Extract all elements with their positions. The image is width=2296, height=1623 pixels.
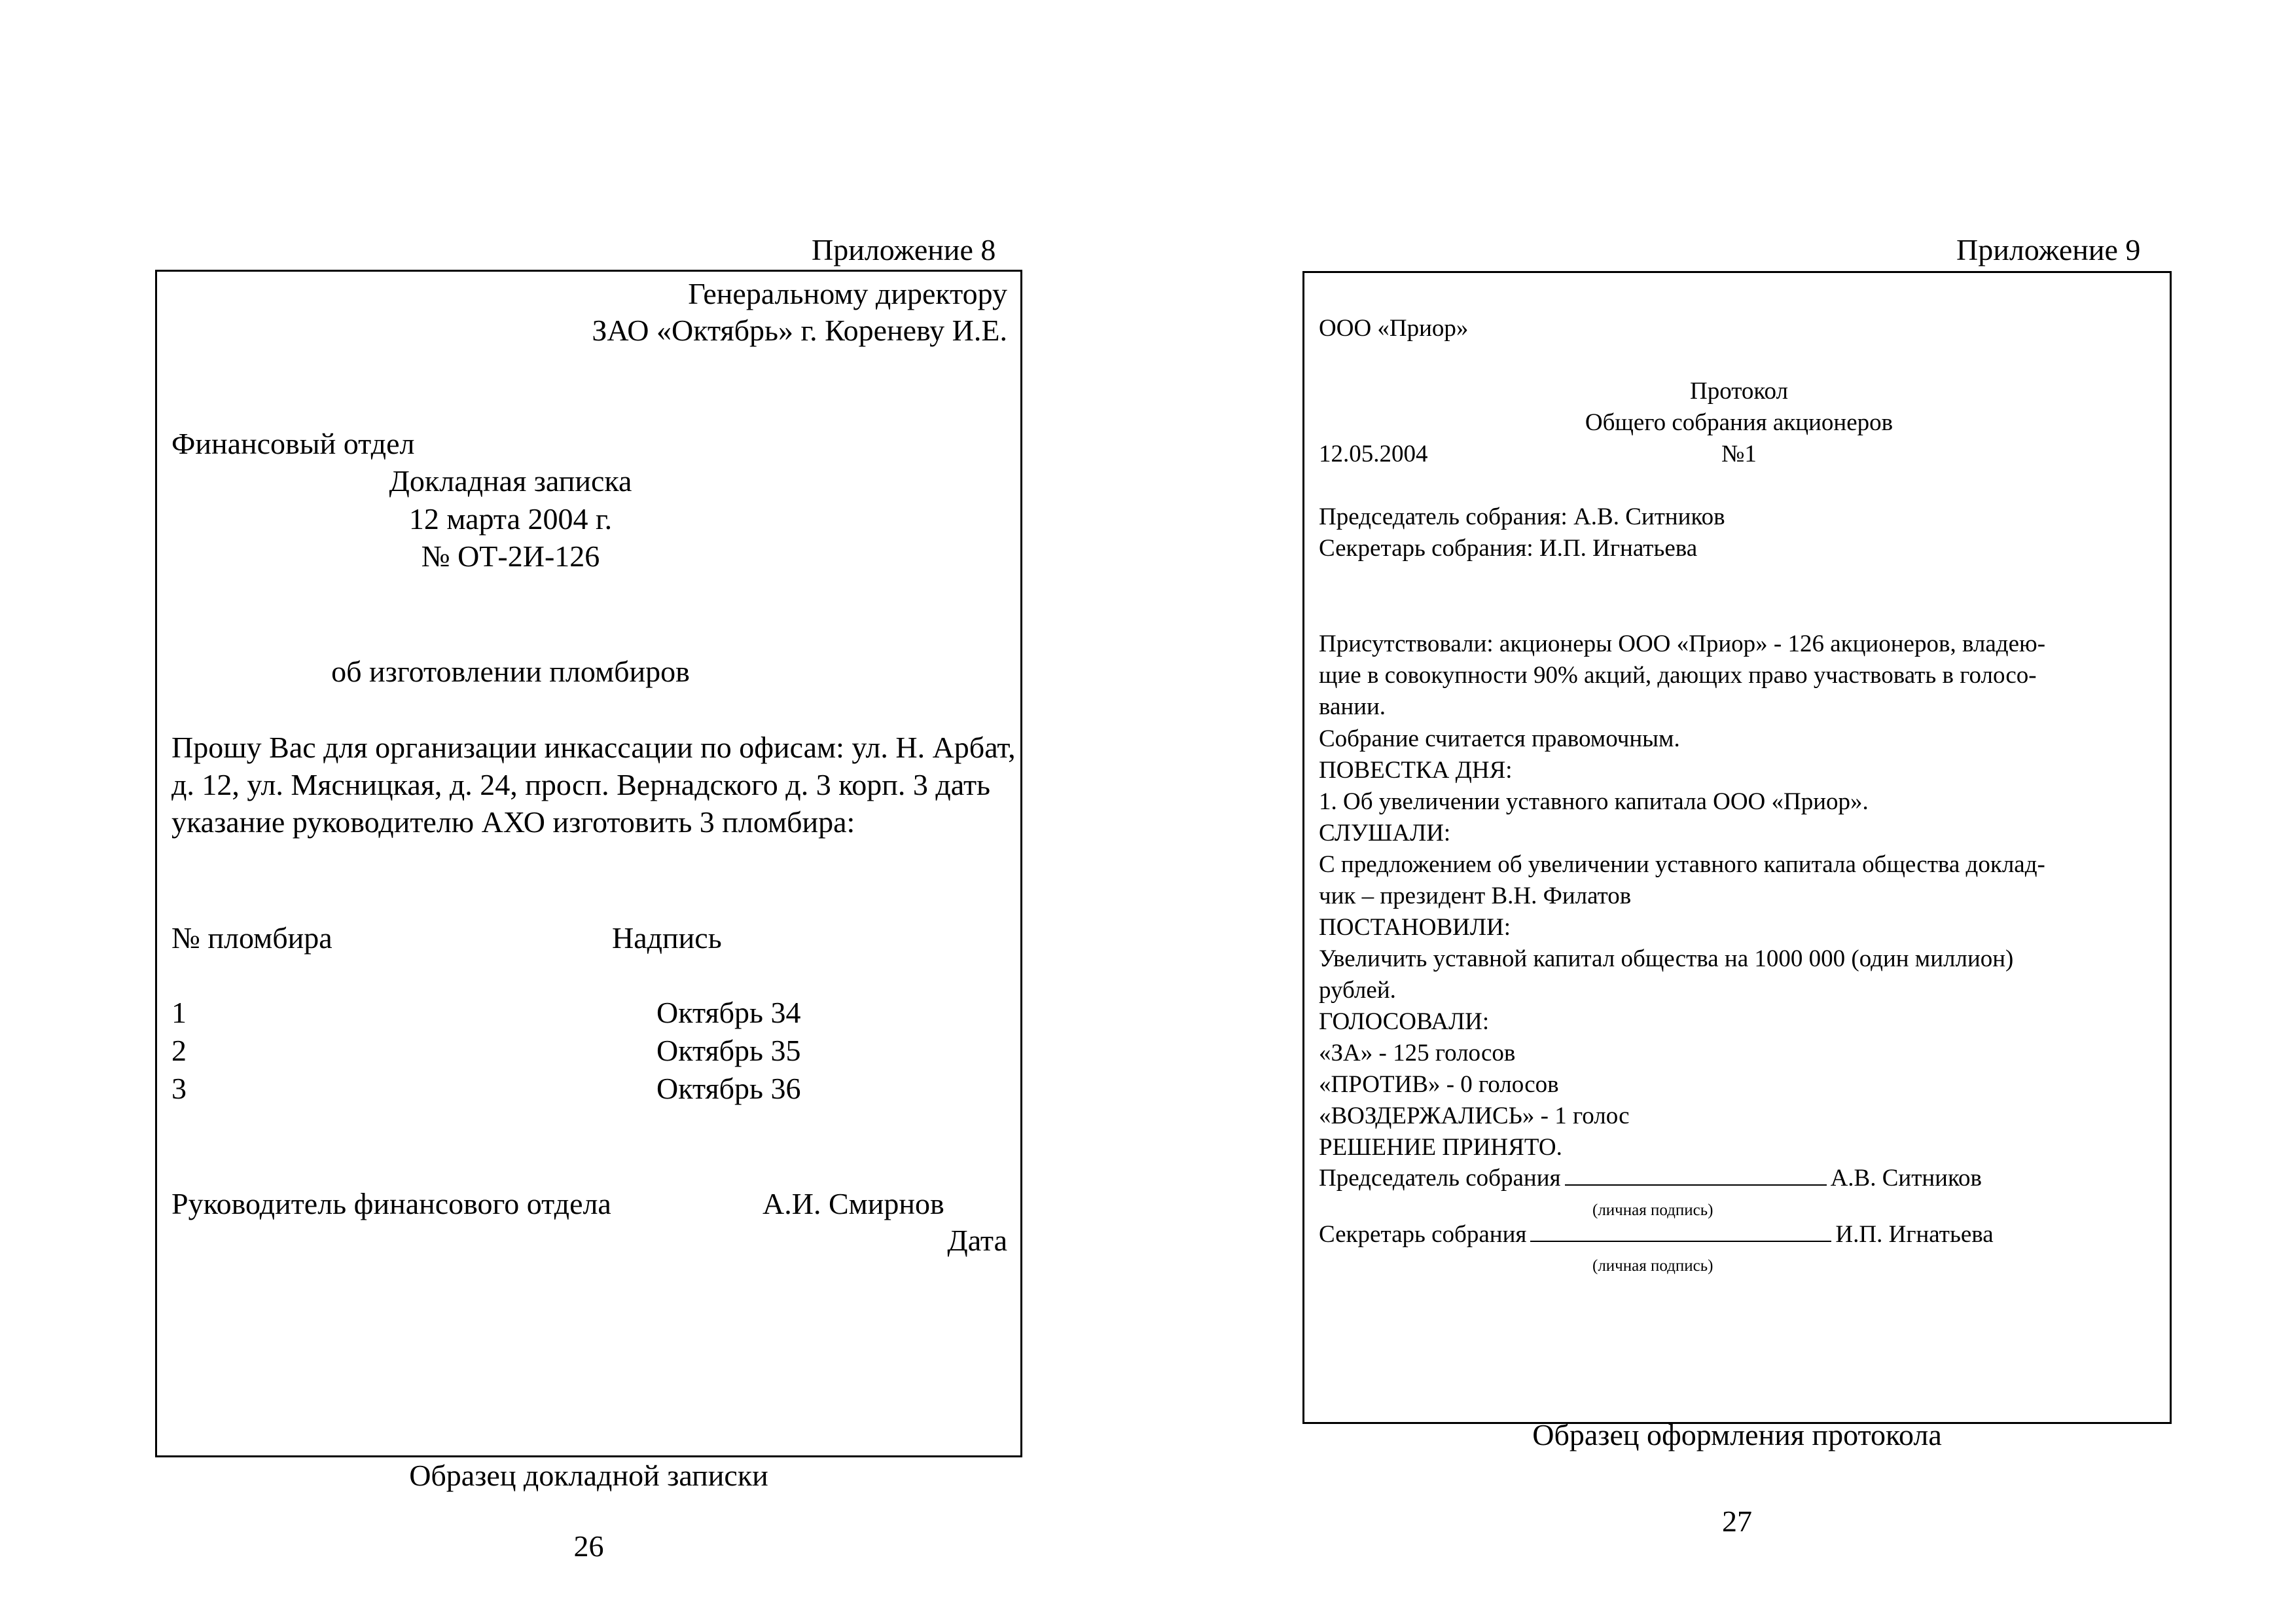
document-type: Докладная записка bbox=[389, 464, 632, 498]
addressee-line2: ЗАО «Октябрь» г. Кореневу И.Е. bbox=[592, 314, 1007, 347]
table-row-label: Октябрь 34 bbox=[656, 996, 801, 1029]
page-number-left: 26 bbox=[573, 1529, 604, 1563]
protocol-line: рублей. bbox=[1319, 977, 1396, 1004]
appendix-label-right: Приложение 9 bbox=[1956, 233, 2141, 266]
secretary-signature-name: И.П. Игнатьева bbox=[1835, 1221, 1994, 1248]
signature-blank-line bbox=[1530, 1241, 1831, 1242]
document-date: 12 марта 2004 г. bbox=[408, 502, 613, 536]
chairman-signature-label: Председатель собрания bbox=[1319, 1165, 1561, 1192]
protocol-line: чик – президент В.Н. Филатов bbox=[1319, 883, 1632, 909]
addressee-line1: Генеральному директору bbox=[688, 277, 1007, 310]
protocol-subtitle: Общего собрания акционеров bbox=[1585, 409, 1893, 436]
protocol-line: «ВОЗДЕРЖАЛИСЬ» - 1 голос bbox=[1319, 1103, 1630, 1129]
table-row-number: 1 bbox=[171, 996, 187, 1029]
secretary-line: Секретарь собрания: И.П. Игнатьева bbox=[1319, 535, 1698, 562]
protocol-line: «ПРОТИВ» - 0 голосов bbox=[1319, 1071, 1559, 1098]
chairman-line: Председатель собрания: А.В. Ситников bbox=[1319, 503, 1725, 530]
page-number-right: 27 bbox=[1722, 1504, 1752, 1538]
document-subject: об изготовлении пломбиров bbox=[331, 655, 690, 688]
secretary-signature-row bbox=[1319, 1221, 1994, 1248]
department: Финансовый отдел bbox=[171, 427, 415, 460]
table-row-number: 3 bbox=[171, 1072, 187, 1105]
table-header-label: Надпись bbox=[612, 921, 722, 955]
protocol-line: СЛУШАЛИ: bbox=[1319, 820, 1451, 847]
personal-signature-hint: (личная подпись) bbox=[1592, 1257, 1713, 1275]
protocol-number: №1 bbox=[1721, 441, 1757, 467]
signature-date: Дата bbox=[947, 1224, 1007, 1257]
report-note-frame bbox=[155, 270, 1022, 1457]
protocol-line: «ЗА» - 125 голосов bbox=[1319, 1040, 1516, 1067]
organization-name: ООО «Приор» bbox=[1319, 315, 1469, 342]
table-row-label: Октябрь 36 bbox=[656, 1072, 801, 1105]
caption-right: Образец оформления протокола bbox=[1532, 1418, 1942, 1451]
protocol-line: Увеличить уставной капитал общества на 1000 000 (один миллион) bbox=[1319, 945, 2014, 972]
personal-signature-hint: (личная подпись) bbox=[1592, 1201, 1713, 1219]
chairman-signature-row bbox=[1319, 1165, 1982, 1192]
table-row-label: Октябрь 35 bbox=[656, 1034, 801, 1067]
protocol-line: С предложением об увеличении уставного капитала общества доклад- bbox=[1319, 851, 2045, 878]
protocol-line: РЕШЕНИЕ ПРИНЯТО. bbox=[1319, 1134, 1562, 1161]
table-header-number: № пломбира bbox=[171, 921, 332, 955]
protocol-line: 1. Об увеличении уставного капитала ООО «Приор». bbox=[1319, 788, 1869, 815]
present-line: Присутствовали: акционеры ООО «Приор» - 126 акционеров, владею- bbox=[1319, 630, 2046, 657]
protocol-line: ПОСТАНОВИЛИ: bbox=[1319, 914, 1511, 941]
document-number: № ОТ-2И-126 bbox=[421, 539, 600, 573]
caption-left: Образец докладной записки bbox=[409, 1459, 768, 1492]
signature-position: Руководитель финансового отдела bbox=[171, 1187, 611, 1220]
signature-name: А.И. Смирнов bbox=[762, 1187, 944, 1220]
document-body: Прошу Вас для организации инкассации по офисам: ул. Н. Арбат, д. 12, ул. Мясницкая, д. 24, просп. Вернадского д. 3 корп. 3 дать указание руководителю АХО изготовить 3 пломбира: bbox=[171, 731, 1016, 839]
protocol-title: Протокол bbox=[1690, 378, 1788, 405]
appendix-label-left: Приложение 8 bbox=[812, 233, 996, 266]
protocol-frame bbox=[1302, 271, 2172, 1424]
protocol-line: Собрание считается правомочным. bbox=[1319, 725, 1680, 752]
protocol-line: ГОЛОСОВАЛИ: bbox=[1319, 1008, 1490, 1035]
protocol-line: ПОВЕСТКА ДНЯ: bbox=[1319, 757, 1513, 784]
present-line: вании. bbox=[1319, 693, 1386, 720]
table-row-number: 2 bbox=[171, 1034, 187, 1067]
present-line: щие в совокупности 90% акций, дающих право участвовать в голосо- bbox=[1319, 662, 2037, 689]
protocol-date: 12.05.2004 bbox=[1319, 441, 1428, 467]
signature-blank-line bbox=[1565, 1184, 1827, 1186]
chairman-signature-name: А.В. Ситников bbox=[1830, 1165, 1982, 1192]
secretary-signature-label: Секретарь собрания bbox=[1319, 1221, 1527, 1248]
